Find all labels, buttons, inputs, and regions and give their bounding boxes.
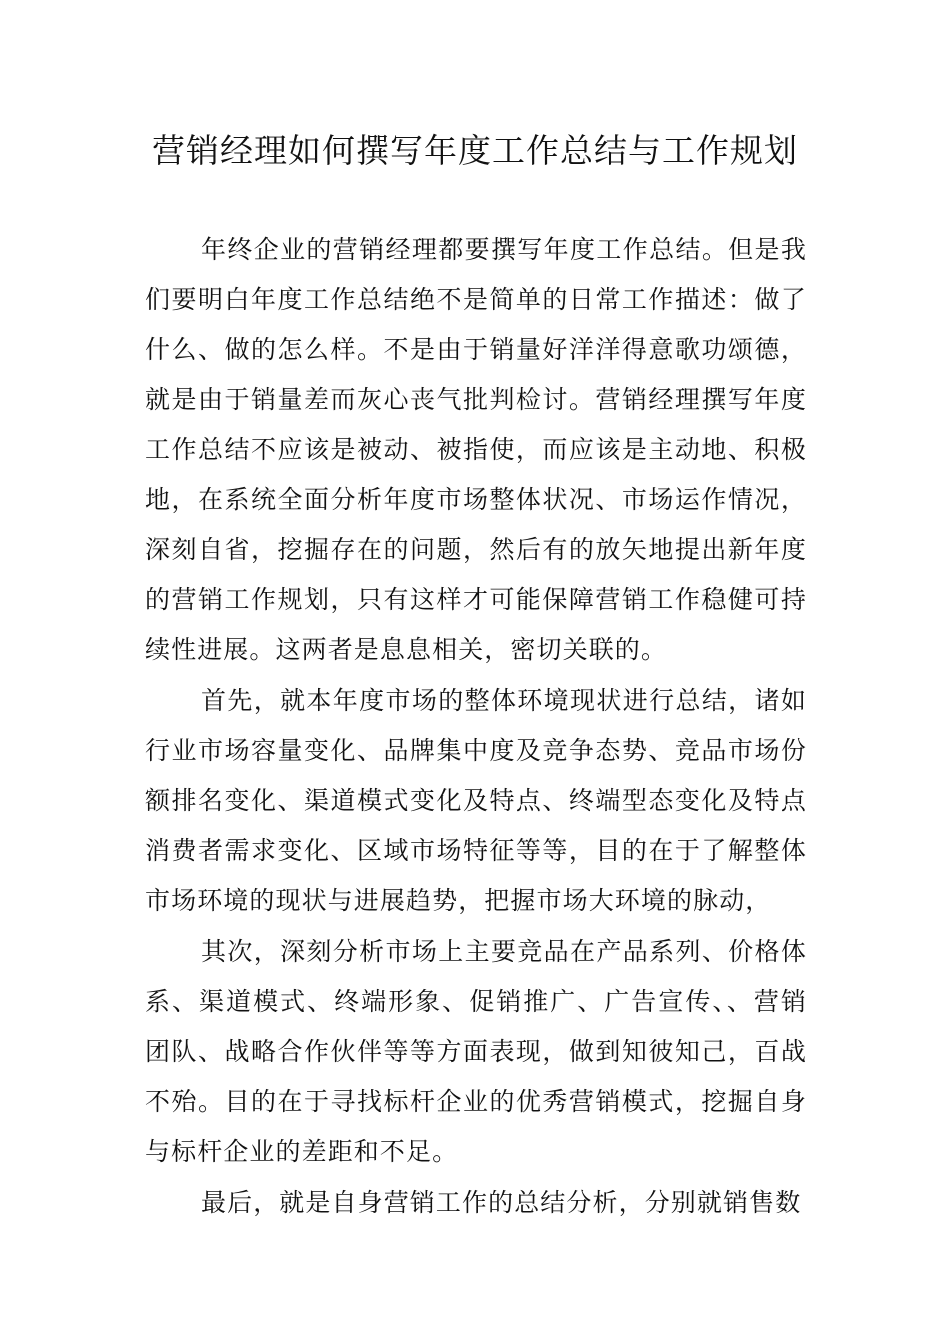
paragraph-intro: 年终企业的营销经理都要撰写年度工作总结。但是我们要明白年度工作总结绝不是简单的日常工作描述：做了什么、做的怎么样。不是由于销量好洋洋得意歌功颂德，就是由于销量差而灰心丧气批判检讨。营销经理撰写年度工作总结不应该是被动、被指使，而应该是主动地、积极地，在系统全面分析年度市场整体状况、市场运作情况，深刻自省，挖掘存在的问题，然后有的放矢地提出新年度的营销工作规划，只有这样才可能保障营销工作稳健可持续性进展。这两者是息息相关，密切关联的。 <box>145 235 807 664</box>
document-body <box>145 225 807 1229</box>
document-title: 营销经理如何撰写年度工作总结与工作规划 <box>152 131 798 170</box>
paragraph-second: 其次，深刻分析市场上主要竞品在产品系列、价格体系、渠道模式、终端形象、促销推广、广告宣传、、营销团队、战略合作伙伴等等方面表现，做到知彼知己，百战不殆。目的在于寻找标杆企业的优秀营销模式，挖掘自身与标杆企业的差距和不足。 <box>145 937 807 1166</box>
paragraph-last: 最后，就是自身营销工作的总结分析，分别就销售数 <box>201 1188 802 1217</box>
paragraph-first: 首先，就本年度市场的整体环境现状进行总结，诸如行业市场容量变化、品牌集中度及竞争态势、竞品市场份额排名变化、渠道模式变化及特点、终端型态变化及特点消费者需求变化、区域市场特征等等，目的在于了解整体市场环境的现状与进展趋势，把握市场大环境的脉动， <box>145 686 807 915</box>
